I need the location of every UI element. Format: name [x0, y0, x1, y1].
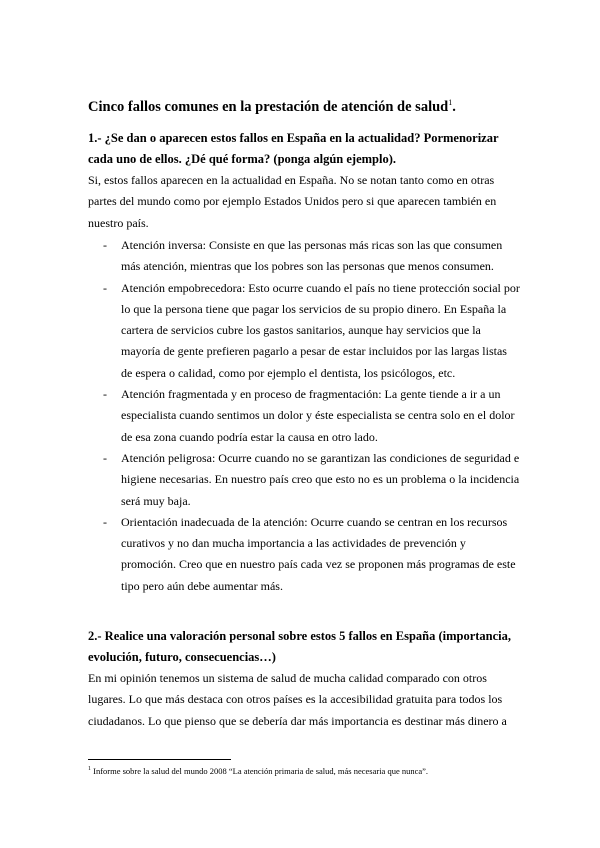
list-item-text: Atención inversa: Consiste en que las personas más ricas son las que consumen más atención, mientras que los pobres son las personas que menos consumen. [121, 238, 503, 274]
list-item-text: Orientación inadecuada de la atención: Ocurre cuando se centran en los recursos curativos y no dan mucha importancia a las actividades de prevención y promoción. Creo que en nuestro país cada vez se proponen más programas de este tipo pero aún debe aumentar más. [121, 514, 516, 593]
footnote-text: Informe sobre la salud del mundo 2008 “La atención primaria de salud, más necesaria que nunca”. [93, 766, 429, 776]
list-item-text: Atención peligrosa: Ocurre cuando no se garantizan las condiciones de seguridad e higiene necesarias. En nuestro país creo que esto no es un problema o la incidencia será muy baja. [121, 450, 520, 508]
list-item [88, 278, 520, 384]
list-item [88, 512, 520, 597]
footnote [88, 766, 428, 776]
list-dash: - [103, 450, 107, 465]
question-1: 1.- ¿Se dan o aparecen estos fallos en España en la actualidad? Pormenorizar cada uno de ellos. ¿Dé qué forma? (ponga algún ejemplo). [88, 131, 499, 166]
answer-1-intro: Si, estos fallos aparecen en la actualidad en España. No se notan tanto como en otras partes del mundo como por ejemplo Estados Unidos pero si que aparecen también en nuestro país. [88, 173, 497, 230]
answer-2: En mi opinión tenemos un sistema de salud de mucha calidad comparado con otros lugares. Lo que más destaca con otros países es la accesibilidad gratuita para todos los ciudadanos. Lo que pienso que se debería dar más importancia es destinar más dinero a [88, 671, 507, 728]
title-footnote-ref: 1 [448, 98, 453, 107]
list-item [88, 448, 520, 512]
list-item [88, 235, 520, 278]
footnote-ref: 1 [88, 766, 91, 773]
list-dash: - [103, 387, 107, 402]
question-2: 2.- Realice una valoración personal sobre estos 5 fallos en España (importancia, evolución, futuro, consecuencias…) [88, 629, 512, 664]
footnote-separator [88, 759, 231, 760]
list-dash: - [103, 514, 107, 529]
title-text: Cinco fallos comunes en la prestación de atención de salud [88, 98, 449, 115]
list-item-text: Atención fragmentada y en proceso de fragmentación: La gente tiende a ir a un especialista cuando sentimos un dolor y éste especialista se centra solo en el dolor de esa zona cuando podría estar la causa en otro lado. [121, 387, 515, 444]
list-dash: - [103, 280, 107, 295]
list-item-text: Atención empobrecedora: Esto ocurre cuando el país no tiene protección social por lo que la persona tiene que pagar los servicios de su propio dinero. En España la cartera de servicios cubre los gastos sanitarios, aunque hay servicios que la mayoría de gente prefieren pagarlo a pesar de estar incluidos por las largas listas de espera o calidad, como por ejemplo el dentista, los psicólogos, etc. [121, 280, 520, 380]
failures-list [88, 235, 520, 597]
document-title [88, 98, 456, 116]
list-dash: - [103, 238, 107, 252]
title-period: . [452, 98, 456, 115]
list-item [88, 384, 520, 448]
